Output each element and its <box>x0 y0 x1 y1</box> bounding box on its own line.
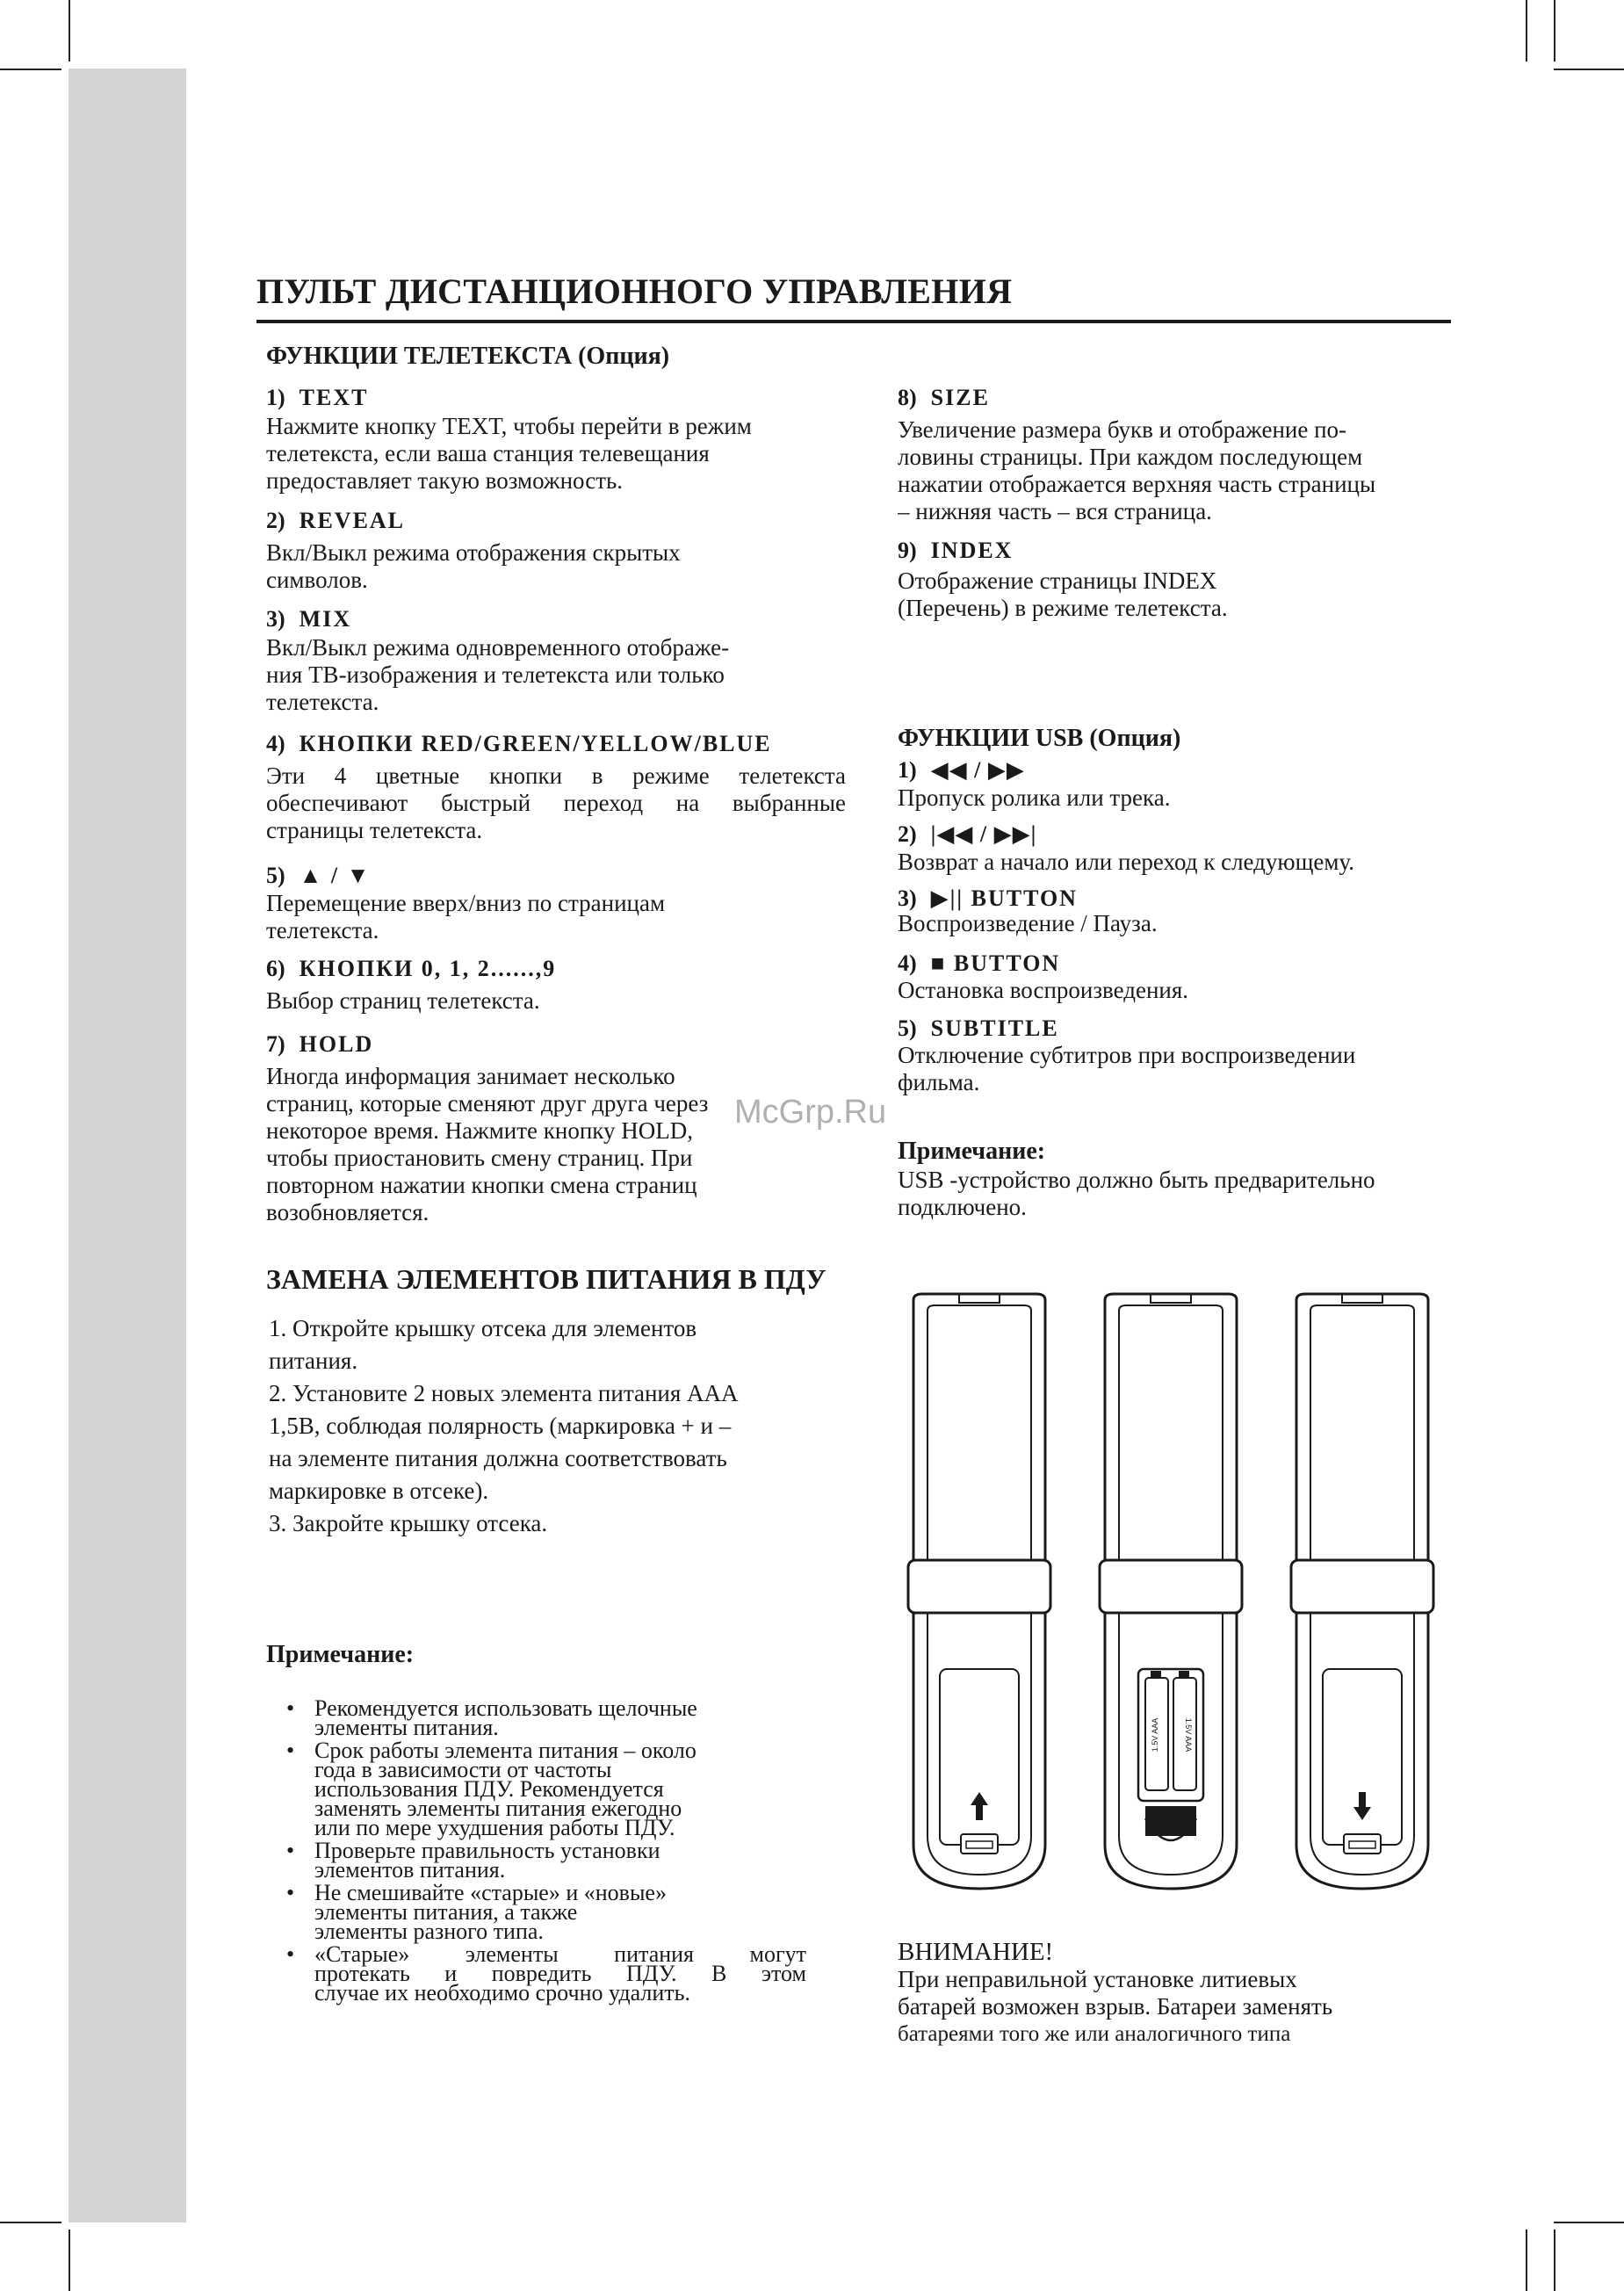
teletext-item-9-text <box>898 567 1460 622</box>
teletext-item-9-header <box>898 538 1013 564</box>
item-number: 6) <box>266 956 285 981</box>
usb-item-5-header <box>898 1015 1059 1042</box>
battery-label: 1.5V AAA <box>1184 1717 1193 1753</box>
teletext-item-8-text <box>898 416 1460 525</box>
crop-mark <box>1554 69 1624 70</box>
crop-mark <box>1526 0 1527 61</box>
text-line: – нижняя часть – вся страница. <box>898 498 1212 524</box>
warning-title: ВНИМАНИЕ! <box>898 1938 1054 1966</box>
text-line: телетекста, если ваша станция телевещания <box>266 440 710 466</box>
text-line: повторном нажатии кнопки смена страниц <box>266 1172 697 1198</box>
warning-text <box>898 1966 1332 2048</box>
text-line: Эти 4 цветные кнопки в режиме телетекста <box>266 762 846 789</box>
list-item <box>281 1880 808 1944</box>
text-line: Увеличение размера букв и отображение по- <box>898 416 1347 443</box>
crop-mark <box>0 2222 61 2223</box>
teletext-item-6-text <box>266 987 863 1015</box>
crop-mark <box>69 0 70 61</box>
teletext-item-7-text <box>266 1063 863 1226</box>
remote-closing-illustration <box>1291 1294 1433 1889</box>
list-item <box>281 1838 808 1883</box>
text-line: символов. <box>266 567 368 593</box>
usb-item-4-text: Остановка воспроизведения. <box>898 977 1189 1003</box>
list-item <box>281 1738 808 1840</box>
item-number: 1) <box>266 385 285 410</box>
text-line: фильма. <box>898 1069 980 1095</box>
item-label: TEXT <box>299 385 369 410</box>
text-line: случае их необходимо срочно удалить. <box>314 1980 690 2006</box>
usb-item-3-text: Воспроизведение / Пауза. <box>898 910 1158 936</box>
text-line: нажатии отображается верхняя часть страницы <box>898 471 1376 497</box>
teletext-item-6-header <box>266 956 556 982</box>
item-label: ▶|| BUTTON <box>930 885 1078 911</box>
page-title: ПУЛЬТ ДИСТАНЦИОННОГО УПРАВЛЕНИЯ <box>256 271 1013 311</box>
item-number: 5) <box>266 863 285 888</box>
teletext-item-2-text <box>266 539 863 594</box>
list-item <box>281 1695 808 1740</box>
crop-mark <box>1554 2222 1624 2223</box>
item-label: КНОПКИ 0, 1, 2......,9 <box>299 956 557 981</box>
text-line: Рекомендуется использовать щелочные <box>314 1695 697 1721</box>
item-number: 1) <box>898 757 917 783</box>
remote-battery-figure <box>896 1291 1467 1906</box>
text-line: USB -устройство должно быть предварительно <box>898 1167 1375 1193</box>
item-label: SUBTITLE <box>930 1015 1059 1041</box>
teletext-item-5-text <box>266 890 863 944</box>
text-line: ловины страницы. При каждом последующем <box>898 444 1363 470</box>
text-line: Иногда информация занимает несколько <box>266 1063 675 1089</box>
usb-item-2-text: Возврат а начало или переход к следующему. <box>898 849 1355 875</box>
item-label: SIZE <box>930 385 990 410</box>
teletext-item-8-header <box>898 385 990 411</box>
step-line: 1. Откройте крышку отсека для элементов <box>269 1315 697 1341</box>
teletext-item-7-header <box>266 1031 373 1058</box>
bullet: • <box>286 1880 295 1905</box>
watermark: McGrp.Ru <box>734 1094 887 1131</box>
text-line: Проверьте правильность установки <box>314 1838 660 1863</box>
text-line: или по мере ухудшения работы ПДУ. <box>314 1815 675 1840</box>
text-line: подключено. <box>898 1194 1027 1220</box>
text-line: (Перечень) в режиме телетекста. <box>898 595 1228 621</box>
text-line: элементы питания, а также <box>314 1899 578 1925</box>
item-number: 4) <box>898 950 917 976</box>
teletext-item-4-header <box>266 731 772 757</box>
list-item <box>281 1941 808 2006</box>
text-line: элементы разного типа. <box>314 1919 544 1944</box>
item-label: |◀◀ / ▶▶| <box>930 821 1037 847</box>
text-line: Срок работы элемента питания – около <box>314 1738 697 1763</box>
usb-heading: ФУНКЦИИ USB (Опция) <box>898 725 1181 752</box>
bullet: • <box>286 1838 295 1863</box>
item-number: 8) <box>898 385 917 410</box>
teletext-item-2-header <box>266 508 405 534</box>
bullet: • <box>286 1695 295 1721</box>
crop-mark <box>69 2230 70 2291</box>
text-line: телетекста. <box>266 917 379 943</box>
text-line: «Старые» элементы питания могут <box>314 1941 806 1967</box>
text-line: обеспечивают быстрый переход на выбранные <box>266 790 846 816</box>
usb-item-4-header <box>898 950 1060 977</box>
item-label: КНОПКИ RED/GREEN/YELLOW/BLUE <box>299 731 772 756</box>
step-line: маркировке в отсеке). <box>269 1478 489 1504</box>
crop-mark <box>0 69 61 70</box>
text-line: батареями того же или аналогичного типа <box>898 2022 1291 2046</box>
bullet: • <box>286 1738 295 1763</box>
usb-item-2-header <box>898 821 1036 848</box>
usb-item-3-header <box>898 885 1078 912</box>
text-line: использования ПДУ. Рекомендуется <box>314 1776 664 1802</box>
usb-item-5-text <box>898 1042 1355 1096</box>
teletext-item-1-text <box>266 413 863 495</box>
text-line: Отключение субтитров при воспроизведении <box>898 1042 1356 1068</box>
usb-item-1-text: Пропуск ролика или трека. <box>898 784 1171 811</box>
title-rule <box>256 320 1451 323</box>
battery-label: 1.5V AAA <box>1151 1717 1159 1753</box>
crop-mark <box>1554 2230 1555 2291</box>
left-margin-band <box>69 69 186 2222</box>
bullet: • <box>286 1941 295 1967</box>
item-number: 2) <box>266 508 285 533</box>
text-line: Выбор страниц телетекста. <box>266 987 540 1014</box>
item-label: ◀◀ / ▶▶ <box>930 757 1025 783</box>
text-line: чтобы приостановить смену страниц. При <box>266 1145 693 1171</box>
teletext-heading: ФУНКЦИИ ТЕЛЕТЕКСТА (Опция) <box>266 343 670 370</box>
item-label: ▲ / ▼ <box>299 863 372 888</box>
usb-note-text <box>898 1167 1375 1221</box>
item-number: 7) <box>266 1031 285 1057</box>
step-line: 1,5В, соблюдая полярность (маркировка + и – <box>269 1413 732 1439</box>
crop-mark <box>1526 2230 1527 2291</box>
crop-mark <box>1554 0 1555 61</box>
text-line: протекать и повредить ПДУ. В этом <box>314 1961 806 1986</box>
text-line: Вкл/Выкл режима одновременного отображе- <box>266 634 730 661</box>
teletext-item-1-header <box>266 385 368 411</box>
text-line: Отображение страницы INDEX <box>898 567 1217 594</box>
text-line: Не смешивайте «старые» и «новые» <box>314 1880 667 1905</box>
battery-steps <box>269 1312 739 1540</box>
item-number: 2) <box>898 821 917 847</box>
usb-note-title: Примечание: <box>898 1138 1046 1165</box>
teletext-item-3-text <box>266 634 863 716</box>
text-line: страницы телетекста. <box>266 817 483 843</box>
text-line: телетекста. <box>266 689 379 715</box>
remote-closed-illustration <box>908 1294 1050 1889</box>
item-label: INDEX <box>930 538 1014 563</box>
text-line: ния ТВ-изображения и телетекста или только <box>266 661 725 688</box>
text-line: заменять элементы питания ежегодно <box>314 1796 682 1821</box>
item-number: 4) <box>266 731 285 756</box>
text-line: Перемещение вверх/вниз по страницам <box>266 890 666 916</box>
text-line: элементы питания. <box>314 1715 499 1740</box>
text-line: При неправильной установке литиевых <box>898 1966 1297 1992</box>
text-line: предоставляет такую возможность. <box>266 467 624 494</box>
teletext-item-4-text <box>266 762 846 844</box>
step-line: 3. Закройте крышку отсека. <box>269 1510 548 1536</box>
item-label: ■ BUTTON <box>930 950 1061 976</box>
item-number: 3) <box>898 885 917 911</box>
teletext-item-5-header <box>266 863 371 889</box>
battery-note-title: Примечание: <box>266 1641 415 1668</box>
text-line: элементов питания. <box>314 1857 506 1883</box>
item-number: 9) <box>898 538 917 563</box>
item-label: MIX <box>299 606 352 632</box>
text-line: Нажмите кнопку TEXT, чтобы перейти в режим <box>266 413 752 439</box>
item-label: HOLD <box>299 1031 374 1057</box>
text-line: возобновляется. <box>266 1199 429 1225</box>
item-number: 5) <box>898 1015 917 1041</box>
step-line: 2. Установите 2 новых элемента питания ААА <box>269 1380 739 1406</box>
teletext-item-3-header <box>266 606 351 632</box>
text-line: года в зависимости от частоты <box>314 1757 612 1782</box>
text-line: Вкл/Выкл режима отображения скрытых <box>266 539 681 566</box>
battery-note-list <box>281 1695 808 2006</box>
remote-open-illustration <box>1100 1294 1242 1889</box>
text-line: страниц, которые сменяют друг друга через <box>266 1090 709 1117</box>
item-label: REVEAL <box>299 508 406 533</box>
step-line: питания. <box>269 1348 358 1374</box>
item-number: 3) <box>266 606 285 632</box>
usb-item-1-header <box>898 757 1025 784</box>
text-line: батарей возможен взрыв. Батареи заменять <box>898 1993 1333 2020</box>
battery-heading: ЗАМЕНА ЭЛЕМЕНТОВ ПИТАНИЯ В ПДУ <box>266 1263 826 1295</box>
text-line: некоторое время. Нажмите кнопку HOLD, <box>266 1117 694 1144</box>
step-line: на элементе питания должна соответствовать <box>269 1445 727 1471</box>
